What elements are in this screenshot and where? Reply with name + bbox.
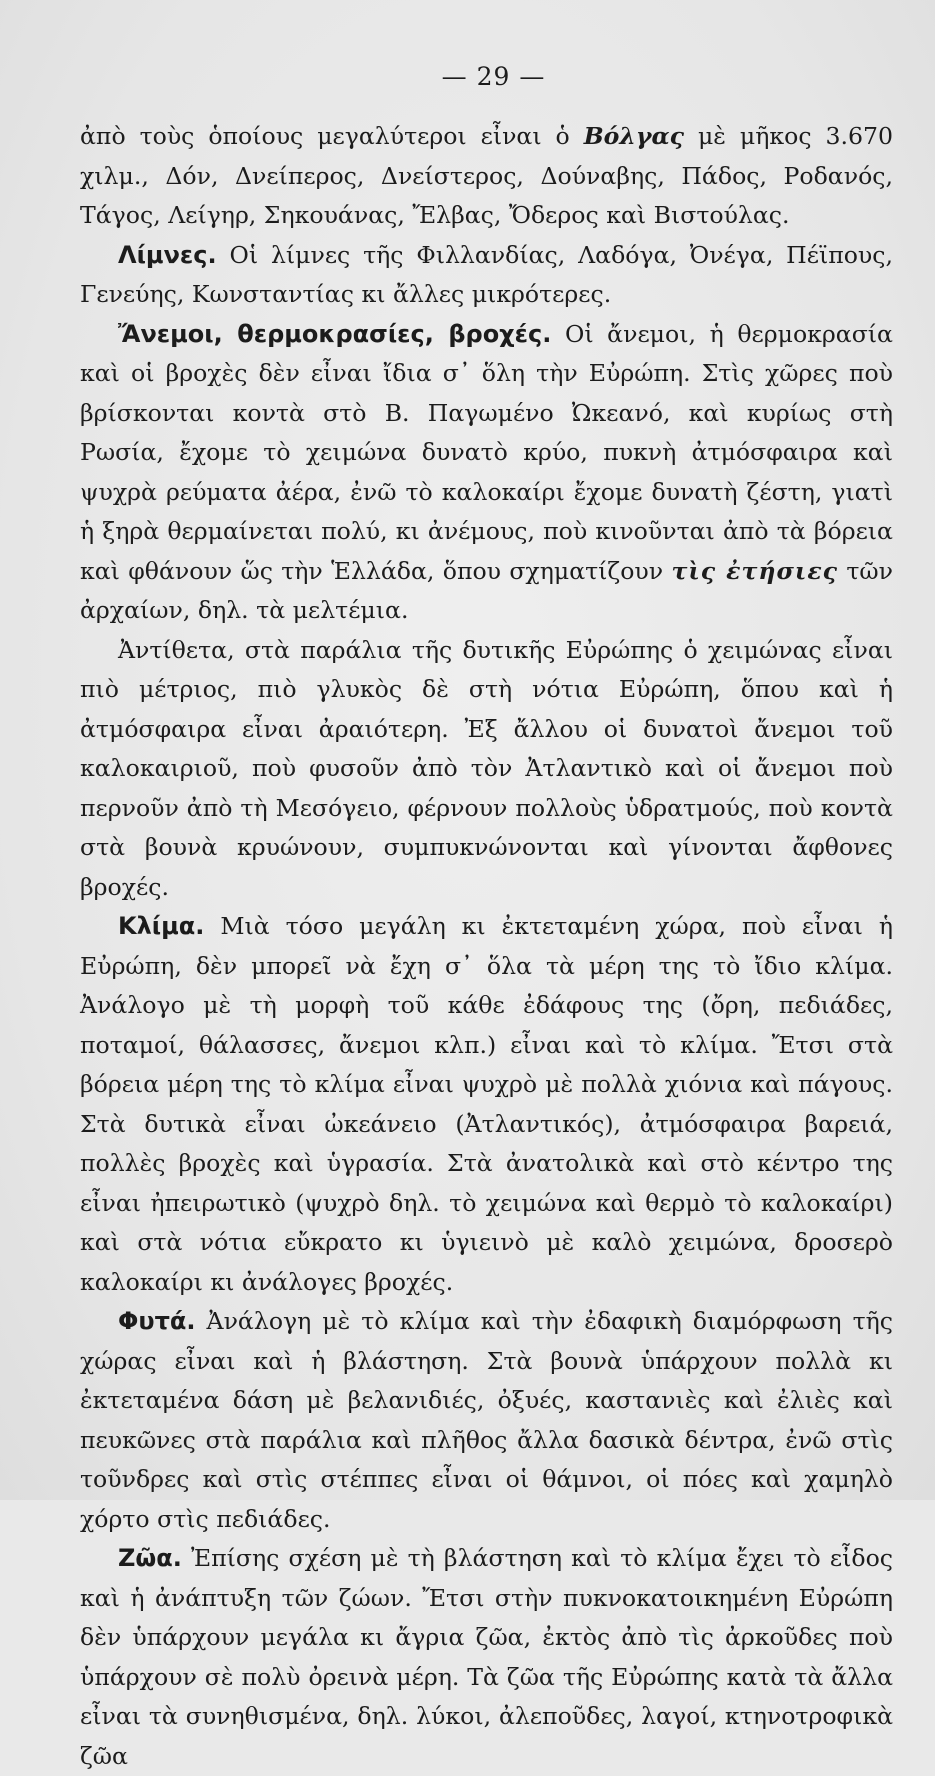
heading-lakes: Λίμνες. xyxy=(118,240,217,269)
paragraph-winds xyxy=(80,315,893,631)
paragraph-contrast-text: Ἀντίθετα, στὰ παράλια τῆς δυτικῆς Εὐρώπης ὁ χειμώνας εἶναι πιὸ μέτριος, πιὸ γλυκὸς δὲ στὴ νότια Εὐρώπη, ὅπου καὶ ἡ ἀτμόσφαιρα εἶναι ἀραιότερη. Ἐξ ἄλλου οἱ δυνατοὶ ἄνεμοι τοῦ καλοκαιριοῦ, ποὺ φυσοῦν ἀπὸ τὸν Ἀτλαντικὸ καὶ οἱ ἄνεμοι ποὺ περνοῦν ἀπὸ τὴ Μεσόγειο, φέρνουν πολλοὺς ὑδρατμούς, ποὺ κοντὰ στὰ βουνὰ κρυώνουν, συμπυκνώνονται καὶ γίνονται ἄφθονες βροχές. xyxy=(80,635,893,901)
heading-plants: Φυτά. xyxy=(118,1307,196,1335)
heading-winds: Ἄνεμοι, θερμοκρασίες, βροχές. xyxy=(118,319,552,348)
paragraph-rivers xyxy=(80,117,893,236)
paragraph-climate-text: Μιὰ τόσο μεγάλη κι ἐκτεταμένη χώρα, ποὺ εἶναι ἡ Εὐρώπη, δὲν μπορεῖ νὰ ἔχη σ᾽ ὅλα τὰ μέρη της τὸ ἴδιο κλίμα. Ἀνάλογο μὲ τὴ μορφὴ τοῦ κάθε ἐδάφους της (ὄρη, πεδιάδες, ποταμοί, θάλασσες, ἄνεμοι κλπ.) εἶναι καὶ τὸ κλίμα. Ἔτσι στὰ βόρεια μέρη της τὸ κλίμα εἶναι ψυχρὸ μὲ πολλὰ χιόνια καὶ πάγους. Στὰ δυτικὰ εἶναι ὠκεάνειο (Ἀτλαντικός), ἀτμόσφαιρα βαρειά, πολλὲς βροχὲς καὶ ὑγρασία. Στὰ ἀνατολικὰ καὶ στὸ κέντρο της εἶναι ἠπειρωτικὸ (ψυχρὸ δηλ. τὸ χειμώνα καὶ θερμὸ τὸ καλοκαίρι) καὶ στὰ νότια εὔκρατο κι ὑγιεινὸ μὲ καλὸ χειμώνα, δροσερὸ καλοκαίρι κι ἀνάλογες βροχές. xyxy=(80,912,893,1296)
body-text xyxy=(80,117,893,1776)
paragraph-climate xyxy=(80,907,893,1302)
paragraph-lakes xyxy=(80,236,893,315)
paragraph-rivers-text-2: μὲ μῆκος 3.670 χιλμ., Δόν, Δνείπερος, Δνείστερος, Δούναβης, Πάδος, Ροδανός, Τάγος, Λείγηρ, Σηκουάνας, Ἔλβας, Ὄδερος καὶ Βιστούλας. xyxy=(80,122,894,229)
paragraph-plants xyxy=(80,1302,893,1539)
paragraph-plants-text: Ἀνάλογη μὲ τὸ κλίμα καὶ τὴν ἐδαφικὴ διαμόρφωση τῆς χώρας εἶναι καὶ ἡ βλάστηση. Στὰ βουνὰ ὑπάρχουν πολλὰ κι ἐκτεταμένα δάση μὲ βελανιδιές, ὀξυές, καστανιὲς καὶ ἐλιὲς καὶ πευκῶνες στὰ παράλια καὶ πλῆθος ἄλλα δασικὰ δέντρα, ἐνῶ στὶς τοῦνδρες καὶ στὶς στέππες εἶναι οἱ θάμνοι, οἱ πόες καὶ χαμηλὸ χόρτο στὶς πεδιάδες. xyxy=(80,1307,893,1533)
paragraph-rivers-text-1: ἀπὸ τοὺς ὁποίους μεγαλύτεροι εἶναι ὁ xyxy=(80,122,584,150)
paragraph-winds-text-2: τῶν ἀρχαίων, δηλ. τὰ μελτέμια. xyxy=(80,556,893,624)
emphasis-etesians: τὶς ἐτήσιες xyxy=(671,556,839,585)
paragraph-contrast xyxy=(80,631,893,908)
page-number: — 29 — xyxy=(441,62,546,91)
paragraph-lakes-text: Οἱ λίμνες τῆς Φιλλανδίας, Λαδόγα, Ὀνέγα, Πέϊπους, Γενεύης, Κωνσταντίας κι ἄλλες μικρότερες. xyxy=(80,240,893,308)
paragraph-animals xyxy=(80,1539,893,1776)
heading-climate: Κλίμα. xyxy=(118,912,205,940)
heading-animals: Ζῶα. xyxy=(118,1544,182,1572)
paragraph-animals-text: Ἐπίσης σχέση μὲ τὴ βλάστηση καὶ τὸ κλίμα ἔχει τὸ εἶδος καὶ ἡ ἀνάπτυξη τῶν ζώων. Ἔτσι στὴν πυκνοκατοικημένη Εὐρώπη δὲν ὑπάρχουν μεγάλα κι ἄγρια ζῶα, ἐκτὸς ἀπὸ τὶς ἀρκοῦδες ποὺ ὑπάρχουν σὲ πολὺ ὀρεινὰ μέρη. Τὰ ζῶα τῆς Εὐρώπης κατὰ τὰ ἄλλα εἶναι τὰ συνηθισμένα, δηλ. λύκοι, ἀλεποῦδες, λαγοί, κτηνοτροφικὰ ζῶα xyxy=(80,1544,893,1770)
paragraph-winds-text-1: Οἱ ἄνεμοι, ἡ θερμοκρασία καὶ οἱ βροχὲς δὲν εἶναι ἴδια σ᾽ ὅλη τὴν Εὐρώπη. Στὶς χῶρες ποὺ βρίσκονται κοντὰ στὸ Β. Παγωμένο Ὠκεανό, καὶ κυρίως στὴ Ρωσία, ἔχομε τὸ χειμώνα δυνατὸ κρύο, πυκνὴ ἀτμόσφαιρα καὶ ψυχρὰ ρεύματα ἀέρα, ἐνῶ τὸ καλοκαίρι ἔχομε δυνατὴ ζέστη, γιατὶ ἡ ξηρὰ θερμαίνεται πολύ, κι ἀνέμους, ποὺ κινοῦνται ἀπὸ τὰ βόρεια καὶ φθάνουν ὥς τὴν Ἑλλάδα, ὅπου σχηματίζουν xyxy=(80,319,893,585)
emphasis-volga: Βόλγας xyxy=(583,122,685,150)
